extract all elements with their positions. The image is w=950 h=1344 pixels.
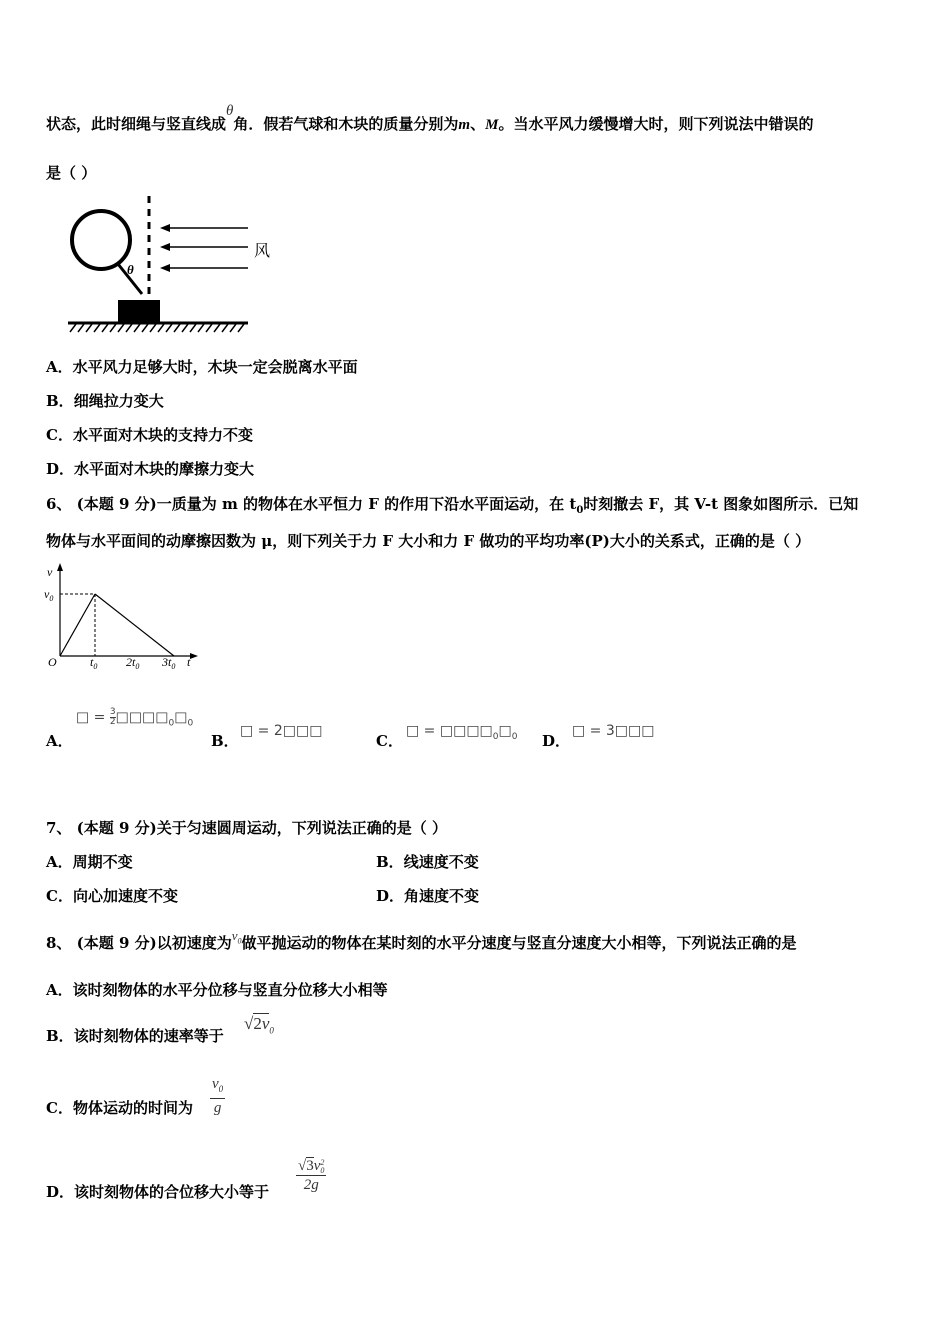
q6-option-a-formula: □ = $\frac{3}{2}$ $□□□□_0□_0$: [76, 707, 194, 729]
q5-option-d[interactable]: D．水平面对木块的摩擦力变大: [46, 460, 255, 478]
q8-option-c-fraction: $\frac{v_0}{g}$: [212, 1076, 224, 1116]
balloon: [72, 211, 130, 269]
q5-option-c[interactable]: C．水平面对木块的支持力不变: [46, 426, 253, 444]
q8-stem: 8、 (本题 9 分)以初速度为$v_0$做平抛运动的物体在某时刻的水平分速度与竖直分速度大小相等，下列说法正确的是: [46, 928, 797, 952]
q8-option-b[interactable]: B．该时刻物体的速率等于: [46, 1027, 224, 1045]
q7-option-d[interactable]: D．角速度不变: [376, 887, 480, 905]
theta-label: θ: [127, 262, 134, 277]
q8-option-b-math: $√2v_0$: [244, 1014, 274, 1036]
q6-stem-line2: 物体与水平面间的动摩擦因数为 μ，则下列关于力 F 大小和力 F 做功的平均功率(P)大小的关系式，正确的是（ ）: [46, 532, 811, 550]
vt-graph: [44, 562, 214, 674]
tick-3t0: $3t_0$: [162, 655, 176, 671]
theta-symbol: θ: [226, 103, 234, 119]
q6-option-b-formula: □ = 2□□□: [240, 723, 323, 739]
y-axis-label: v: [47, 565, 53, 579]
q7-option-b[interactable]: B．线速度不变: [376, 853, 479, 871]
q6-option-b-label[interactable]: B．: [211, 732, 239, 750]
q6-option-d-formula: □ = 3□□□: [572, 723, 655, 739]
q6-option-d-label[interactable]: D．: [542, 732, 571, 750]
v0-label: $v_0$: [44, 587, 54, 603]
q5-option-b[interactable]: B．细绳拉力变大: [46, 392, 164, 410]
q6-stem-line1: 6、 (本题 9 分)一质量为 m 的物体在水平恒力 F 的作用下沿水平面运动，在 $t_0$时刻撤去 F，其 V-t 图象如图所示．已知: [46, 495, 859, 516]
accel-segment: [60, 594, 95, 656]
v0-symbol: $v_0$: [231, 928, 242, 946]
tick-t0: $t_0$: [90, 655, 98, 671]
q8-option-a[interactable]: A．该时刻物体的水平分位移与竖直分位移大小相等: [46, 981, 388, 999]
tick-2t0: $2t_0$: [126, 655, 140, 671]
origin-label: O: [48, 655, 57, 669]
ground-hatching: [70, 324, 244, 332]
q8-option-c[interactable]: C．物体运动的时间为: [46, 1099, 193, 1117]
q6-option-a-label[interactable]: A．: [46, 732, 73, 750]
q6-option-c-formula: □ = $□□□□_0□_0$: [406, 723, 518, 742]
decel-segment: [95, 594, 174, 656]
x-axis-label: t: [187, 655, 191, 669]
q7-option-a[interactable]: A．周期不变: [46, 853, 133, 871]
q5-stem-line1: 状态，此时细绳与竖直线成θ角．假若气球和木块的质量分别为m、M。当水平风力缓慢增大时，则下列说法中错误的: [46, 103, 814, 133]
q8-option-d[interactable]: D．该时刻物体的合位移大小等于: [46, 1183, 270, 1201]
q7-stem: 7、 (本题 9 分)关于匀速圆周运动，下列说法正确的是（ ）: [46, 819, 447, 837]
q7-option-c[interactable]: C．向心加速度不变: [46, 887, 178, 905]
q5-option-a[interactable]: A．水平风力足够大时，木块一定会脱离水平面: [46, 358, 358, 376]
wind-label: 风: [254, 243, 270, 260]
q5-stem-line2: 是（ ）: [46, 164, 97, 182]
wood-block: [118, 300, 160, 322]
q6-option-c-label[interactable]: C．: [376, 732, 403, 750]
balloon-wind-figure: [60, 190, 270, 340]
q8-option-d-fraction: √3v 2 0 2g: [298, 1157, 325, 1193]
